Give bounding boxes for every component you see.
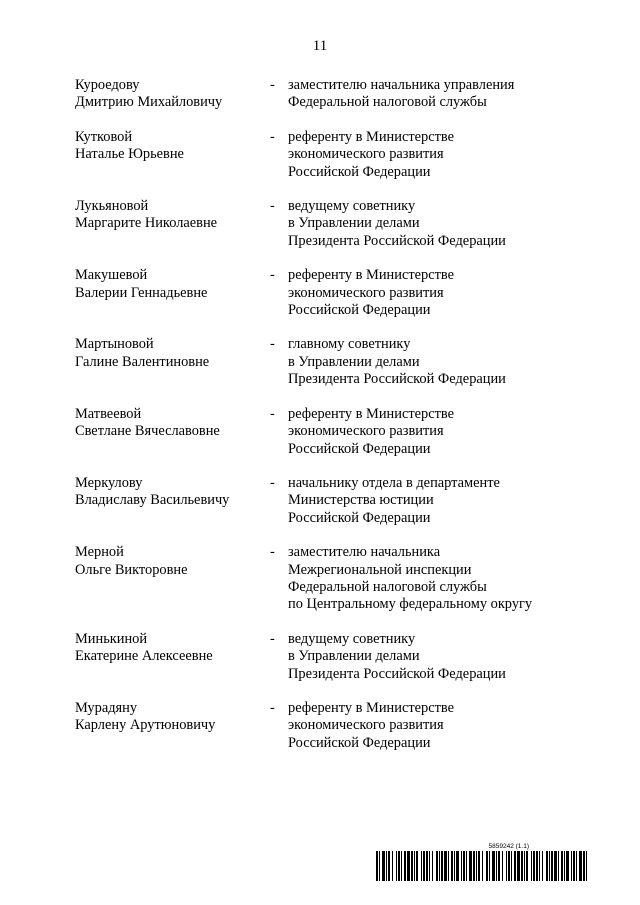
dash-separator: -: [270, 267, 275, 284]
person-name: [75, 406, 265, 441]
position-title-line: референту в Министерстве: [288, 267, 454, 284]
person-name-line: Мерной: [75, 544, 124, 561]
person-name: [75, 475, 265, 510]
position-title-line: Межрегиональной инспекции: [288, 561, 472, 578]
person-name-line: Екатерине Алексеевне: [75, 648, 213, 665]
position-title-line: Президента Российской Федерации: [288, 665, 506, 682]
person-name-line: Кутковой: [75, 128, 133, 145]
person-name-line: Дмитрию Михайловичу: [75, 94, 223, 111]
position-title-line: заместителю начальника: [288, 544, 441, 561]
person-name: [75, 544, 265, 579]
list-item: [75, 267, 575, 319]
position-title-line: Российской Федерации: [288, 302, 431, 319]
position-title-line: экономического развития: [288, 717, 444, 734]
position-title: [288, 544, 575, 614]
person-name-line: Галине Валентиновне: [75, 353, 210, 370]
position-title: [288, 77, 575, 112]
position-title-line: Федеральной налоговой службы: [288, 94, 487, 111]
position-title: [288, 198, 575, 250]
person-name-line: Карлену Арутюновичу: [75, 717, 216, 734]
dash-separator: -: [270, 198, 275, 215]
position-title: [288, 406, 575, 458]
position-title-line: по Центральному федеральному округу: [288, 596, 533, 613]
dash-separator: -: [270, 630, 275, 647]
position-title-line: в Управлении делами: [288, 353, 420, 370]
position-title-line: Президента Российской Федерации: [288, 371, 506, 388]
person-name-line: Владиславу Васильевичу: [75, 492, 230, 509]
page-number: 11: [312, 38, 328, 54]
list-item: [75, 475, 575, 527]
person-name-line: Валерии Геннадьевне: [75, 284, 208, 301]
person-name: [75, 77, 265, 112]
person-name-line: Мурадяну: [75, 699, 138, 716]
person-name: [75, 336, 265, 371]
person-name-line: Меркулову: [75, 474, 143, 491]
dash-separator: -: [270, 77, 275, 93]
position-title-line: Российской Федерации: [288, 440, 431, 457]
dash-separator: -: [270, 128, 275, 145]
list-item: [75, 544, 575, 614]
position-title-line: в Управлении делами: [288, 215, 420, 232]
list-item: [75, 77, 575, 112]
list-item: [75, 129, 575, 181]
person-name: [75, 700, 265, 735]
person-name: [75, 267, 265, 302]
position-title: [288, 631, 575, 683]
position-title-line: в Управлении делами: [288, 648, 420, 665]
person-name: [75, 129, 265, 164]
position-title-line: экономического развития: [288, 284, 444, 301]
position-title-line: Российской Федерации: [288, 163, 431, 180]
position-title-line: Федеральной налоговой службы: [288, 578, 487, 595]
position-title-line: Российской Федерации: [288, 509, 431, 526]
person-name-line: Наталье Юрьевне: [75, 146, 184, 163]
position-title: [288, 475, 575, 527]
position-title-line: референту в Министерстве: [288, 699, 454, 716]
list-item: [75, 700, 575, 752]
list-item: [75, 336, 575, 388]
position-title-line: экономического развития: [288, 423, 444, 440]
position-title-line: ведущему советнику: [288, 630, 416, 647]
list-item: [75, 406, 575, 458]
position-title: [288, 267, 575, 319]
barcode-caption: 5859242 (1.1): [488, 843, 529, 850]
person-name: [75, 198, 265, 233]
barcode-icon: [375, 851, 589, 881]
position-title-line: заместителю начальника управления: [288, 77, 515, 93]
dash-separator: -: [270, 336, 275, 353]
position-title-line: главному советнику: [288, 336, 411, 353]
position-title-line: референту в Министерстве: [288, 128, 454, 145]
list-item: [75, 631, 575, 683]
appointment-list: [75, 77, 575, 769]
person-name: [75, 631, 265, 666]
person-name-line: Светлане Вячеславовне: [75, 423, 220, 440]
position-title-line: Российской Федерации: [288, 734, 431, 751]
person-name-line: Матвеевой: [75, 405, 142, 422]
person-name-line: Маргарите Николаевне: [75, 215, 218, 232]
person-name-line: Минькиной: [75, 630, 148, 647]
position-title: [288, 129, 575, 181]
dash-separator: -: [270, 474, 275, 491]
person-name-line: Ольге Викторовне: [75, 561, 188, 578]
dash-separator: -: [270, 405, 275, 422]
dash-separator: -: [270, 544, 275, 561]
position-title-line: начальнику отдела в департаменте: [288, 474, 500, 491]
position-title-line: референту в Министерстве: [288, 405, 454, 422]
person-name-line: Лукьяновой: [75, 198, 149, 215]
person-name-line: Куроедову: [75, 77, 140, 93]
position-title-line: Министерства юстиции: [288, 492, 434, 509]
document-barcode: [375, 843, 589, 881]
list-item: [75, 198, 575, 250]
person-name-line: Макушевой: [75, 267, 148, 284]
position-title: [288, 336, 575, 388]
position-title-line: экономического развития: [288, 146, 444, 163]
position-title: [288, 700, 575, 752]
position-title-line: ведущему советнику: [288, 198, 416, 215]
dash-separator: -: [270, 699, 275, 716]
position-title-line: Президента Российской Федерации: [288, 232, 506, 249]
person-name-line: Мартыновой: [75, 336, 154, 353]
